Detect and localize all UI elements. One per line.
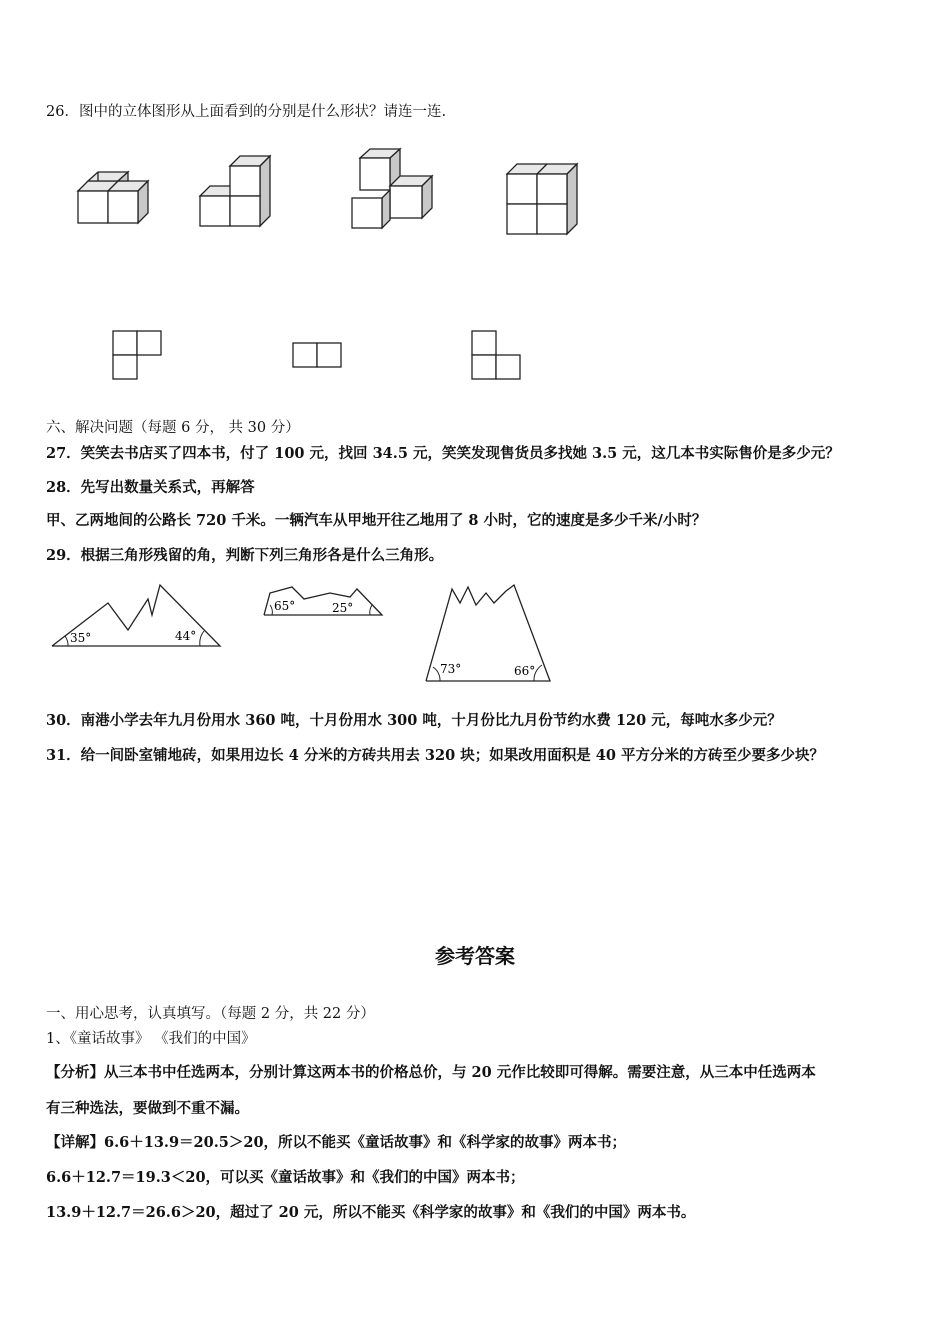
answer-1: 1、《童话故事》 《我们的中国》 (46, 1031, 256, 1047)
broken-triangle-2 (262, 585, 387, 620)
question-28: 28．先写出数量关系式，再解答 (46, 479, 255, 496)
cube-figure-1 (76, 170, 156, 230)
question-31: 31．给一间卧室铺地砖，如果用边长 4 分米的方砖共用去 320 块；如果改用面积是 40 平方分米的方砖至少要多少块？ (46, 747, 824, 764)
detail-line-1: 【详解】6.6＋13.9＝20.5＞20，所以不能买《童话故事》和《科学家的故事》两本书； (46, 1134, 627, 1151)
cube-figure-2 (198, 154, 278, 234)
detail-line-3: 13.9＋12.7＝26.6＞20，超过了 20 元，所以不能买《科学家的故事》和《我们的中国》两本书。 (46, 1204, 696, 1221)
question-28-detail: 甲、乙两地间的公路长 720 千米。一辆汽车从甲地开往乙地用了 8 小时，它的速度是多少千米/小时？ (46, 512, 707, 529)
question-27: 27．笑笑去书店买了四本书，付了 100 元，找回 34.5 元，笑笑发现售货员多找她 3.5 元，这几本书实际售价是多少元？ (46, 445, 840, 462)
broken-triangle-3 (424, 583, 554, 685)
top-view-2 (292, 342, 344, 370)
answers-title: 参考答案 (435, 944, 515, 968)
question-30: 30．南港小学去年九月份用水 360 吨，十月份用水 300 吨，十月份比九月份节约水费 120 元，每吨水多少元？ (46, 712, 782, 729)
cube-figure-3 (350, 148, 440, 238)
angle-73-label: 73° (440, 662, 462, 676)
top-view-3 (471, 330, 523, 382)
analysis-line-2: 有三种选法，要做到不重不漏。 (46, 1100, 249, 1117)
angle-65-label: 65° (274, 599, 296, 613)
angle-25-label: 25° (332, 601, 354, 615)
question-29: 29．根据三角形残留的角，判断下列三角形各是什么三角形。 (46, 547, 444, 564)
top-view-1 (112, 330, 164, 382)
cube-figure-4 (505, 162, 585, 242)
section-6-heading: 六、解决问题（每题 6 分， 共 30 分） (46, 420, 300, 436)
angle-66-label: 66° (514, 664, 536, 678)
detail-line-2: 6.6＋12.7＝19.3＜20，可以买《童话故事》和《我们的中国》两本书； (46, 1169, 525, 1186)
angle-35-label: 35° (70, 631, 92, 645)
angle-44-label: 44° (175, 629, 197, 643)
analysis-line-1: 【分析】从三本书中任选两本，分别计算这两本书的价格总价，与 20 元作比较即可得解。需要注意，从三本中任选两本 (46, 1064, 816, 1081)
broken-triangle-1 (50, 585, 225, 650)
question-26: 26．图中的立体图形从上面看到的分别是什么形状？请连一连. (46, 104, 447, 120)
answers-section-1: 一、用心思考，认真填写。（每题 2 分，共 22 分） (46, 1006, 375, 1022)
